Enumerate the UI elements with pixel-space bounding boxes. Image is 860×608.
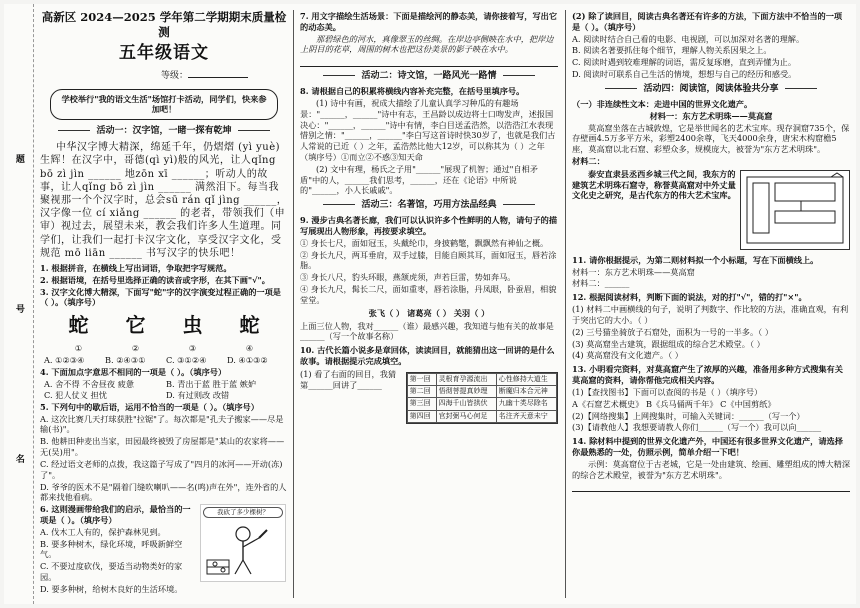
- column-1: [40, 10, 288, 598]
- question-8: 8. 请根据自己的积累将横线内容补充完整，在括号里填序号。: [300, 86, 525, 97]
- answer-line[interactable]: [572, 482, 850, 493]
- option[interactable]: D. 阅读时可联系自己生活的情境，想想与自己的经历和感受。: [572, 69, 797, 80]
- option: ① 身长七尺，面如冠玉，头戴纶巾，身披鹤氅，飘飘然有神仙之概。: [300, 237, 549, 248]
- question-8-part-2: (2) 文中有理，杨氏之子用"______"展现了机智；通过"自相矛盾"中的人，______我们思考，______，还在《论语》中所说的"______，小人长戚戚"。: [300, 163, 538, 196]
- gutter-label-3: 名: [13, 454, 24, 463]
- option[interactable]: C. 经过语文老师的点拨，我这篇子写成了"四月的冰河——开动(冻)了"。: [40, 458, 283, 480]
- question-5: 5. 下列句中的歇后语，运用不恰当的一项是（ ）。（填序号）: [40, 401, 259, 412]
- answer-line[interactable]: [300, 56, 558, 67]
- activity-4-heading: 活动四：阅读馆，阅读体验共分享: [572, 84, 850, 96]
- grade-label: 等级：: [160, 70, 188, 81]
- option: ② 身长九尺，两耳垂肩，双手过膝，目能自顾其耳，面如冠玉，唇若涂脂。: [300, 249, 557, 271]
- question-10-part-2: (2) 除了读回目，阅读古典名著还有许多的方法，下面方法中不恰当的一项是（ ）。（填序号）: [572, 11, 843, 32]
- option: ③ 身长八尺，豹头环眼，燕颔虎须，声若巨雷，势如奔马。: [300, 272, 516, 283]
- column-3: [572, 10, 850, 598]
- option[interactable]: A. 伐木工人有的，保护森林见到。: [40, 526, 166, 537]
- research-item: A《石窟艺术概史》 B《兵马俑两千年》 C《中国剪纸》: [572, 398, 776, 409]
- column-divider: [293, 10, 294, 598]
- map-diagram-icon: [741, 171, 849, 249]
- option[interactable]: B. 阅读名著要抓住每个细节，理解人物关系因果之上。: [572, 45, 772, 56]
- question-10-part-1[interactable]: (1) 看了右面的回目，我猜第______回讲了______: [300, 368, 397, 390]
- option[interactable]: D. 有过则改 改错: [166, 389, 230, 400]
- question-1: 1. 根据拼音，在横线上写出词语，争取把字写规范。: [40, 262, 232, 273]
- option[interactable]: D. 爷爷的医术不是"隔着门缝吹喇叭——名(鸣)声在外"，连外省的人都来找他看病。: [40, 481, 287, 503]
- exam-paper: [4, 4, 856, 604]
- option[interactable]: D. ④①③②: [227, 355, 268, 366]
- question-2: 2. 根据语境，在括号里选择正确的读音或字形，在其下画"√"。: [40, 274, 270, 285]
- table-cell: 九幽十类尽除名: [496, 398, 556, 410]
- table-row: [407, 410, 556, 422]
- option[interactable]: B. 青出于蓝 胜于蓝 嫉妒: [166, 379, 257, 390]
- calligraphy-labels: [50, 343, 278, 354]
- option[interactable]: B. 他耕田种麦出当家，田园最终被毁了房屋都是"某山的农家将——无(吴)用"。: [40, 436, 285, 458]
- lumberjack-icon: [201, 520, 285, 578]
- table-cell: 四海千山皆拱伏: [436, 398, 496, 410]
- option[interactable]: B. ②④③①: [105, 355, 146, 366]
- calligraphy-label: ④: [245, 342, 254, 353]
- material-1-title: 材料一：东方艺术明珠——莫高窟: [649, 110, 773, 121]
- exam-title: 高新区 2024—2025 学年第二学期期末质量检测: [41, 10, 287, 40]
- table-cell: 断魔归本合元神: [496, 386, 556, 398]
- judge-item[interactable]: (4) 莫高窟没有文化遗产。（ ）: [572, 350, 683, 361]
- research-item[interactable]: (1)【查找图书】下面可以查阅的书是（ ）（填序号）: [572, 386, 763, 397]
- option[interactable]: A. 阅读时结合自己看的电影、电视剧，可以加深对名著的理解。: [572, 33, 805, 44]
- question-12: 12. 根据阅读材料，判断下面的说法，对的打"√"，错的打"×"。: [572, 292, 807, 303]
- material-2-title: 材料二：: [572, 155, 605, 166]
- judge-item[interactable]: (2) 三号猫坐骑放子石窟处，面积为一号的一半多。（ ）: [572, 326, 774, 337]
- material-1-text: 莫高窟坐落在古城敦煌，它是举世闻名的艺术宝库。现存洞窟735个，保存壁画4.5万多平方米，彩塑2400余尊，飞天4000余身，唐宋木构窟檐5座，莫高窟以北石窟、彩塑众多，规模庞大，被誉为"东方艺术明珠"。: [572, 122, 850, 155]
- question-13: 13. 小明看完资料，对莫高窟产生了浓厚的兴趣，准备用多种方式搜集有关莫高窟的资料，请你帮他完成相关内容。: [572, 364, 843, 386]
- calligraphy-glyph: 虫: [182, 313, 203, 338]
- question-10-block: [300, 368, 558, 428]
- option[interactable]: A. 舍不得 不舍昼夜 疲惫: [44, 379, 135, 390]
- option[interactable]: B. 要多种树木，绿化环境，呼吸新鲜空气。: [40, 538, 183, 560]
- judge-item[interactable]: (3) 莫高窟坐古建筑，跟据组成的综合艺术殿堂。（ ）: [572, 338, 765, 349]
- judge-item[interactable]: (1) 材料二中画横线的句子，说明了判数字、作比较的方法，准确直观，有利于突出它的大小。（ ）: [572, 304, 849, 325]
- option[interactable]: C. ③①②④: [166, 355, 207, 366]
- table-cell: 名注齐天意未宁: [496, 410, 556, 422]
- intro-bubble: 学校举行"我的语文生活"场馆打卡活动，同学们，快来参加吧！: [50, 89, 278, 121]
- option[interactable]: C. 犯人仗义 担忧: [44, 389, 107, 400]
- chapter-titles-table: [406, 372, 558, 424]
- option[interactable]: D. 要多种树，给树木良好的生活环境。: [40, 583, 183, 594]
- research-item[interactable]: (3)【请教他人】我想要请教人你们______（写一个）我可以向______: [572, 422, 822, 433]
- question-7-passage: 那碧绿色的河水，真像翠玉的丝绸。在岸边亭侧映在水中，把岸边上阴目的花草，周围的树木也把这份美景的影子映在水中。: [300, 33, 554, 55]
- intro-passage: 中华汉字博大精深，绵延千年，仍熠熠 (yì yuè) 生辉！在汉字中，哥德(qì yì)般的风光，让人qǐng bō zì jìn ______ 地zōn xī ______；听动人的故事，让人qǐng bō zì jìn ______ 满然泪下。每当我聚视那一个个汉字时，总会sū rán qǐ jìng ______，汉字像一位 cí xiǎng ______ 的老者，带领我们（申 审）视过去，展望未来，教会我们许多人生道理。同学们，让我们一起打卡汉字文化，享受汉字文化，受规范 mō liān ______ 书写汉字的快乐吧！: [40, 142, 288, 259]
- material-2-block: [572, 168, 850, 252]
- option[interactable]: C. 不要过度砍伐，要适当动物类好的家园。: [40, 561, 183, 583]
- calligraphy-glyph: 它: [125, 313, 146, 338]
- calligraphy-label: ①: [74, 342, 83, 353]
- question-3-options: [44, 355, 288, 366]
- cave-map: [740, 170, 850, 250]
- table-cell: 第四回: [407, 410, 436, 422]
- calligraphy-glyph: 蛇: [239, 313, 260, 338]
- activity-2-heading: 活动二：诗文馆，一路风光一路情: [300, 71, 558, 83]
- option[interactable]: A. ①②③④: [44, 355, 85, 366]
- option[interactable]: A. 这次比赛几天打球获胜"拉锯"了。每次都是"孔夫子搬家——尽是输(书)"。: [40, 413, 284, 435]
- grade-blank[interactable]: [188, 77, 248, 78]
- question-9-line[interactable]: 上面三位人物，我对______（谁）最感兴趣，我知道与他有关的故事是______（写一个故事名称）: [300, 320, 554, 342]
- column-divider: [565, 10, 566, 598]
- material-2-text: 泰安直隶县丞西乡城三代之间，我东方的建筑艺术明珠石窟寺，称誉莫高窟对中外丈量文化史之研究，是古代东方的伟大艺术宝库。: [572, 168, 736, 201]
- gutter-label-2: 号: [13, 304, 24, 313]
- grade-field[interactable]: [40, 71, 288, 83]
- calligraphy-label: ③: [188, 342, 197, 353]
- question-3: 3. 汉字文化博大精深，下面写"蛇"字的汉字演变过程正确的一项是（ ）。（填序号）: [40, 286, 281, 308]
- section-heading: （一）非连续性文本：走进中国的世界文化遗产。: [572, 98, 753, 109]
- calligraphy-label: ②: [131, 342, 140, 353]
- table-cell: 第一回: [407, 373, 436, 385]
- activity-3-heading: 活动三：名著馆，巧用方法品经典: [300, 200, 558, 212]
- table-row: [407, 398, 556, 410]
- binding-gutter: [4, 4, 34, 604]
- cartoon-illustration: [200, 504, 286, 582]
- question-6-block: [40, 504, 288, 595]
- cartoon-caption: 我砍了多少棵树？: [203, 507, 283, 518]
- question-4-options: [44, 379, 288, 401]
- question-11-line[interactable]: 材料二：______: [572, 278, 630, 289]
- table-cell: 官封弼马心何足: [436, 410, 496, 422]
- question-7: 7. 用文字描绘生活场景：下面是描绘河的静态美，请你接着写，写出它的动态美。: [300, 11, 558, 32]
- calligraphy-glyph: 蛇: [68, 313, 89, 338]
- question-11-line: 材料一：东方艺术明珠——莫高窟: [572, 266, 695, 277]
- activity-1-heading: 活动一：汉字馆，一睹一探有乾坤: [40, 126, 288, 138]
- option: ④ 身长九尺，髯长二尺，面如重枣，唇若涂脂，丹凤眼，卧蚕眉，相貌堂堂。: [300, 284, 557, 305]
- question-8-part-1: (1) 诗中有画，祝成大描绘了儿童认真学习种瓜的有趣场景："______，______"诗中有志，王昌龄以成边将士口吻发声，述报国决心："______，______"诗中有情，李白目送孟浩然，以浩浩江水表现惜别之情："______，______"李白写这首诗时快30岁了，也就是我们古人常说的已近（ ）之年，孟浩然比他大12岁，可以称其为（ ）之年（填序号）①而立②不惑③知天命: [300, 97, 556, 162]
- research-item[interactable]: (2)【网络搜集】上网搜集时，可输入关键词：______（写一个）: [572, 410, 805, 421]
- table-row: [407, 386, 556, 398]
- question-6: 6. 这则漫画带给我们的启示，最恰当的一项是（ ）。（填序号）: [40, 504, 191, 525]
- question-14: 14. 除材料中提到的世界文化遗产外，中国还有很多世界文化遗产，请选择你最熟悉的一处，仿照示例，简单介绍一下吧！: [572, 436, 843, 458]
- table-cell: 第二回: [407, 386, 436, 398]
- table-cell: 灵根育孕源流出: [436, 373, 496, 385]
- gutter-label-1: 题: [13, 154, 24, 163]
- table-cell: 第三回: [407, 398, 436, 410]
- question-4: 4. 下面加点字意思不相同的一项是（ ）。（填序号）: [40, 367, 227, 378]
- calligraphy-row: [50, 312, 278, 338]
- question-10: 10. 古代长篇小说多是章回体，读读回目，就能猜出这一回讲的是什么故事。请根据提示完成填空。: [300, 345, 555, 367]
- column-2: [300, 10, 558, 598]
- table-cell: 心性修持大道生: [496, 373, 556, 385]
- question-14-example: 示例：莫高窟位于古老城，它是一处由建筑、绘画、雕塑组成的博大精深的综合艺术殿堂，被誉为"东方艺术明珠"。: [572, 458, 850, 480]
- question-9-fill[interactable]: 张飞（ ） 诸葛亮（ ） 关羽（ ）: [368, 307, 490, 318]
- option[interactable]: C. 阅读时遇到较难理解的词语，需反复琢磨，直到弄懂为止。: [572, 57, 797, 68]
- question-11: 11. 请你根据提示，为第二则材料拟一个小标题，写在下面横线上。: [572, 254, 819, 265]
- table-row: [407, 373, 556, 385]
- table-cell: 悟彻菩提真妙理: [436, 386, 496, 398]
- question-9: 9. 漫步古典名著长廊，我们可以认识许多个性鲜明的人物，请句子的描写展现出人物形象，再按要求填空。: [300, 215, 558, 236]
- exam-subject: 五年级语文: [119, 43, 209, 64]
